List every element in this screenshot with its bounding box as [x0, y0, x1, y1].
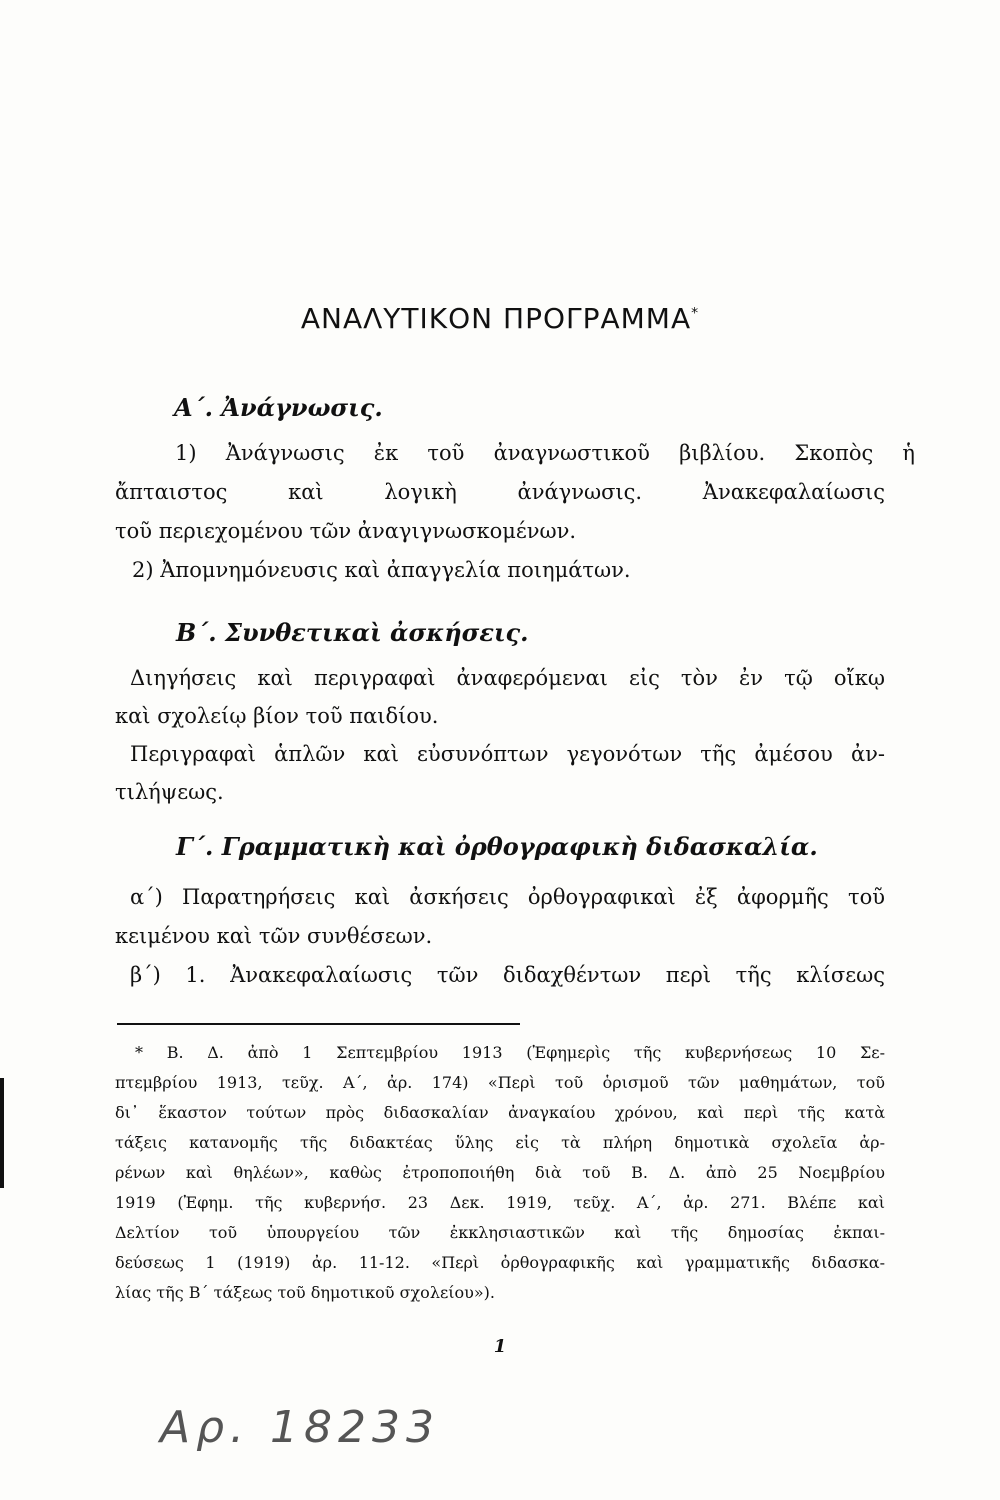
footnote-line-1: * Β. Δ. ἀπὸ 1 Σεπτεμβρίου 1913 (Ἐφημερὶς τῆς κυβερνήσεως 10 Σε-: [135, 1043, 885, 1062]
left-edge-mark: [0, 1078, 4, 1188]
section-c-line-2: κειμένου καὶ τῶν συνθέσεων.: [115, 924, 433, 948]
section-c-line-1: α΄) Παρατηρήσεις καὶ ἀσκήσεις ὀρθογραφικαὶ ἐξ ἀφορμῆς τοῦ: [130, 885, 885, 909]
page-title: [0, 302, 1000, 335]
footnote-line-8: δεύσεως 1 (1919) ἀρ. 11-12. «Περὶ ὀρθογραφικῆς καὶ γραμματικῆς διδασκα-: [115, 1253, 885, 1272]
section-c-heading: Γ΄. Γραμματικὴ καὶ ὀρθογραφικὴ διδασκαλία.: [176, 832, 818, 861]
section-b-line-3: Περιγραφαὶ ἁπλῶν καὶ εὐσυνόπτων γεγονότων τῆς ἀμέσου ἀν-: [130, 742, 885, 766]
section-b-heading: Β΄. Συνθετικαὶ ἀσκήσεις.: [176, 618, 529, 647]
section-a-line-2: ἄπταιστος καὶ λογικὴ ἀνάγνωσις. Ἀνακεφαλαίωσις: [115, 480, 885, 504]
footnote-line-4: τάξεις κατανομῆς τῆς διδακτέας ὕλης εἰς τὰ πλήρη δημοτικὰ σχολεῖα ἀρ-: [115, 1133, 885, 1152]
section-a-line-3: τοῦ περιεχομένου τῶν ἀναγιγνωσκομένων.: [115, 519, 577, 543]
section-a-heading: Α΄. Ἀνάγνωσις.: [174, 393, 383, 422]
footnote-line-2: πτεμβρίου 1913, τεῦχ. Α΄, ἀρ. 174) «Περὶ τοῦ ὁρισμοῦ τῶν μαθημάτων, τοῦ: [115, 1073, 885, 1092]
title-text: ΑΝΑΛΥΤΙΚΟΝ ΠΡΟΓΡΑΜΜΑ: [300, 302, 692, 335]
section-c-line-3: β΄) 1. Ἀνακεφαλαίωσις τῶν διδαχθέντων περὶ τῆς κλίσεως: [130, 963, 885, 987]
section-a-line-4: 2) Ἀπομνημόνευσις καὶ ἀπαγγελία ποιημάτων.: [132, 558, 631, 582]
section-a-line-1: 1) Ἀνάγνωσις ἐκ τοῦ ἀναγνωστικοῦ βιβλίου. Σκοπὸς ἡ: [175, 441, 915, 465]
section-b-line-4: τιλήψεως.: [115, 780, 224, 804]
footnote-line-3: δι᾿ ἕκαστον τούτων πρὸς διδασκαλίαν ἀναγκαίου χρόνου, καὶ περὶ τῆς κατὰ: [115, 1103, 885, 1122]
footnote-line-5: ρένων καὶ θηλέων», καθὼς ἐτροποποιήθη διὰ τοῦ Β. Δ. ἀπὸ 25 Νοεμβρίου: [115, 1163, 885, 1182]
handwritten-accession-number: Αρ. 18233: [160, 1402, 440, 1453]
footnote-line-7: Δελτίον τοῦ ὑπουργείου τῶν ἐκκλησιαστικῶν καὶ τῆς δημοσίας ἐκπαι-: [115, 1223, 885, 1242]
footnote-line-9: λίας τῆς Β΄ τάξεως τοῦ δημοτικοῦ σχολείου»).: [115, 1283, 495, 1302]
footnote-separator: [117, 1023, 520, 1025]
section-b-line-1: Διηγήσεις καὶ περιγραφαὶ ἀναφερόμεναι εἰς τὸν ἐν τῷ οἴκῳ: [130, 666, 885, 690]
footnote-line-6: 1919 (Ἐφημ. τῆς κυβερνήσ. 23 Δεκ. 1919, τεῦχ. Α΄, ἀρ. 271. Βλέπε καὶ: [115, 1193, 885, 1212]
page-number: 1: [493, 1336, 507, 1357]
section-b-line-2: καὶ σχολείῳ βίον τοῦ παιδίου.: [115, 704, 439, 728]
title-footnote-mark: *: [691, 305, 700, 322]
